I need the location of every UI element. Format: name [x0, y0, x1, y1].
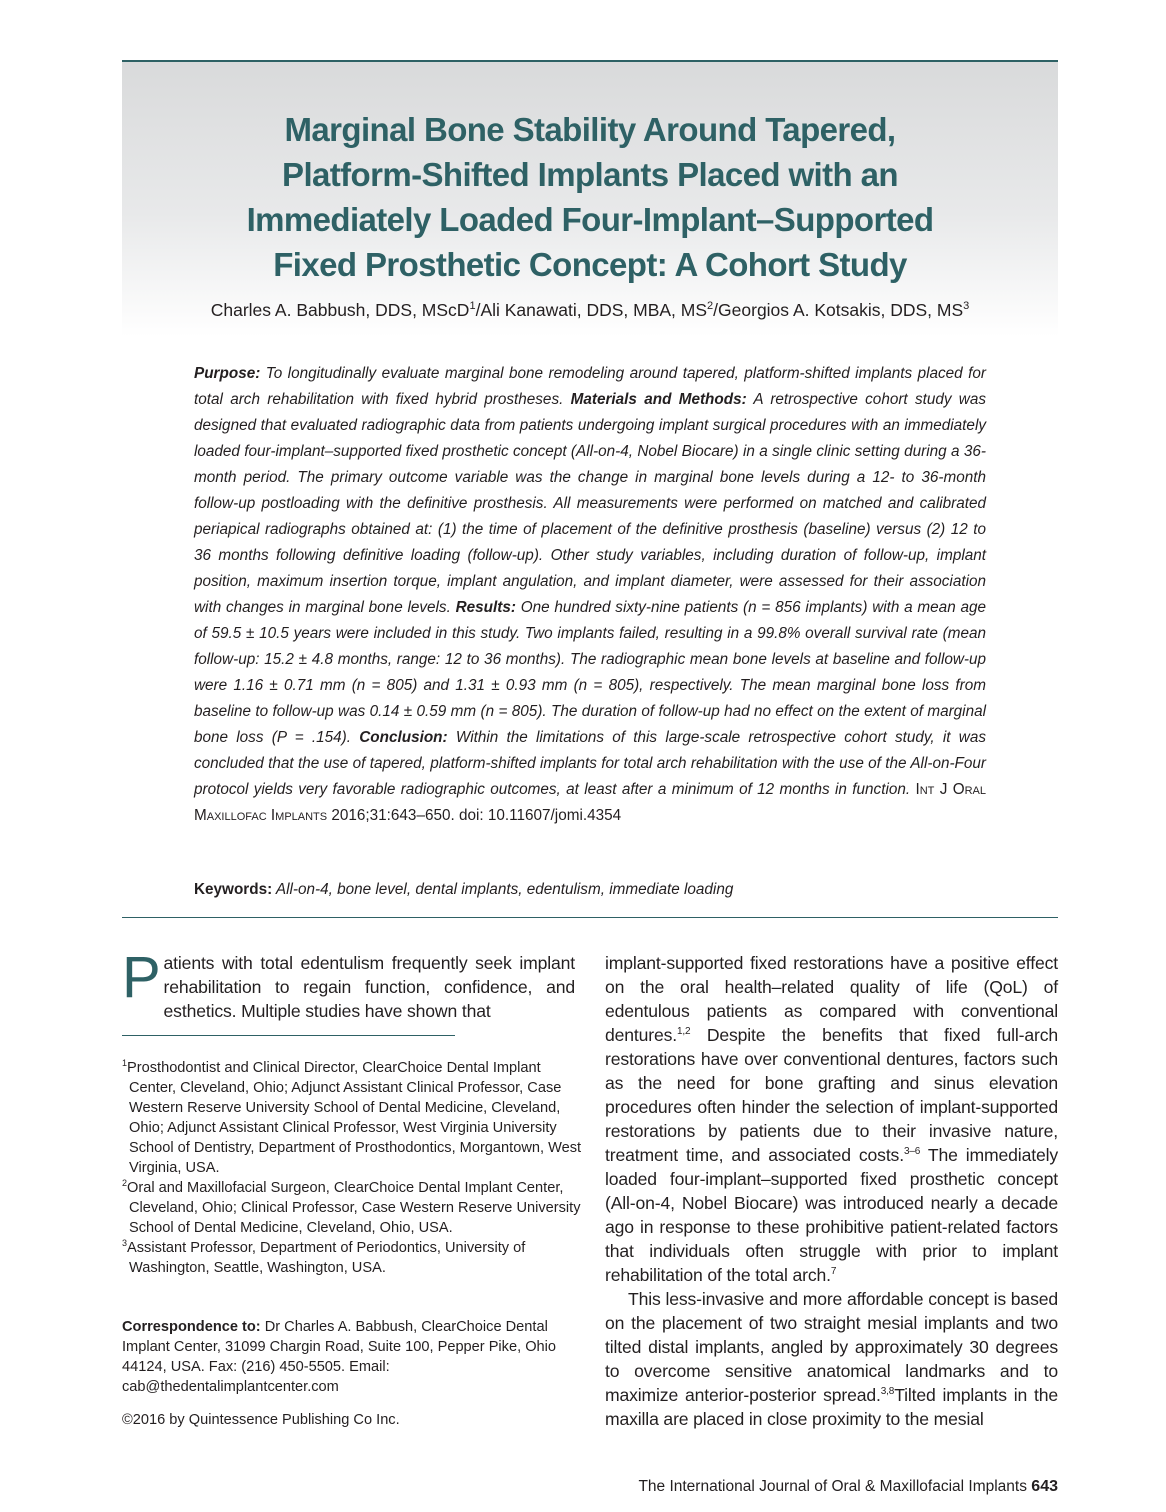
body-column-right [605, 951, 1058, 1431]
reference-marker: 7 [830, 1266, 837, 1277]
affiliation-text: Oral and Maxillofacial Surgeon, ClearChoice Dental Implant Center, Cleveland, Ohio; Clinical Professor, Case Western Reserve University School of Dental Medicine, Cleveland, Ohio, USA. [127, 1180, 581, 1236]
abstract-methods-text: A retrospective cohort study was designed that evaluated radiographic data from patients undergoing implant surgical procedures with an immediately loaded four-implant–supported fixed prosthetic concept (All-on-4, Nobel Biocare) in a single clinic setting during a 36-month period. The primary outcome variable was the change in marginal bone levels during a 12- to 36-month follow-up postloading with the definitive prosthesis. All measurements were performed on matched and calibrated periapical radiographs obtained at: (1) the time of placement of the definitive prosthesis (baseline) versus (2) 12 to 36 months following definitive loading (follow-up). Other study variables, including duration of follow-up, implant position, maximum insertion torque, implant angulation, and implant diameter, were assessed for their association with changes in marginal bone levels. [194, 391, 986, 616]
abstract-purpose-text: To longitudinally evaluate marginal bone remodeling around tapered, platform-shifted implants placed for total arch rehabilitation with fixed hybrid prostheses. [194, 365, 986, 408]
title-line: Platform-Shifted Implants Placed with an [282, 156, 898, 193]
abstract-results-text: One hundred sixty-nine patients (n = 856 implants) with a mean age of 59.5 ± 10.5 years were included in this study. Two implants failed, resulting in a 99.8% overall survival rate (mean follow-up: 15.2 ± 4.8 months, range: 12 to 36 months). The radiographic mean bone levels at baseline and follow-up were 1.16 ± 0.71 mm (n = 805) and 1.31 ± 0.93 mm (n = 805), respectively. The mean marginal bone loss from baseline to follow-up was 0.14 ± 0.59 mm (n = 805). The duration of follow-up had no effect on the extent of marginal bone loss (P = .154). [194, 599, 986, 746]
affiliation-marker: 1 [469, 300, 476, 312]
abstract-methods-label: Materials and Methods: [570, 391, 747, 408]
keywords [194, 878, 986, 902]
copyright: ©2016 by Quintessence Publishing Co Inc. [122, 1412, 400, 1428]
keywords-label: Keywords: [194, 881, 273, 898]
citation-details: 2016;31:643–650. doi: 10.11607/jomi.4354 [327, 807, 622, 824]
title-line: Marginal Bone Stability Around Tapered, [284, 111, 896, 148]
title-line: Immediately Loaded Four-Implant–Supported [246, 201, 934, 238]
author-name: Charles A. Babbush, DDS, MScD [210, 300, 470, 320]
body-text: Tilted implants in the maxilla are placed in close proximity to the mesial [605, 1385, 1058, 1429]
body-paragraph [605, 1287, 1058, 1431]
abstract-results-label: Results: [455, 599, 516, 616]
affiliation-marker: 2 [707, 300, 714, 312]
affiliation-text: Assistant Professor, Department of Periodontics, University of Washington, Seattle, Washington, USA. [127, 1240, 526, 1276]
affiliation-marker: 3 [963, 300, 970, 312]
keywords-text: All-on-4, bone level, dental implants, edentulism, immediate loading [272, 881, 734, 898]
affiliation-number: 3 [122, 1238, 128, 1248]
abstract [194, 361, 986, 829]
title-line: Fixed Prosthetic Concept: A Cohort Study [273, 246, 907, 283]
correspondence-text: Dr Charles A. Babbush, ClearChoice Dental Implant Center, 31099 Chargin Road, Suite 100, Pepper Pike, Ohio 44124, USA. Fax: (216) 450-5505. Email: cab@thedentalimplantcenter.com [122, 1319, 557, 1395]
reference-marker: 3,8 [880, 1386, 895, 1397]
body-text: Despite the benefits that fixed full-arch restorations have over conventional dentures, factors such as the need for bone grafting and sinus elevation procedures often hinder the selection of implant-supported restorations by patients due to their invasive nature, treatment time, and associated costs. [605, 1025, 1058, 1165]
author-line [122, 298, 1058, 322]
body-text-intro: atients with total edentulism frequently seek implant rehabilitation to regain function, confidence, and esthetics. Multiple studies have shown that [163, 953, 575, 1021]
article-title [122, 107, 1058, 287]
affiliation-text: Prosthodontist and Clinical Director, ClearChoice Dental Implant Center, Cleveland, Ohio; Adjunct Assistant Clinical Professor, Case Western Reserve University School of Dental Medicine, Cleveland, Ohio; Adjunct Assistant Clinical Professor, West Virginia University School of Dentistry, Department of Prosthodontics, Morgantown, West Virginia, USA. [127, 1060, 582, 1176]
body-column-left [122, 945, 575, 1023]
reference-marker: 3–6 [903, 1146, 921, 1157]
citation-journal: Int J Oral Maxillofac Implants [194, 781, 986, 824]
reference-marker: 1,2 [677, 1026, 691, 1037]
abstract-divider [122, 917, 1058, 918]
body-paragraph [605, 951, 1058, 1287]
author-name: /Ali Kanawati, DDS, MBA, MS [475, 300, 708, 320]
abstract-purpose-label: Purpose: [194, 365, 261, 382]
body-text: This less-invasive and more affordable concept is based on the placement of two straight mesial implants and two tilted distal implants, angled by approximately 30 degrees to overcome sensitive anatomical landmarks and to maximize anterior-posterior spread. [605, 1289, 1058, 1405]
affiliation-note [122, 1058, 582, 1178]
affiliation-note [122, 1178, 582, 1238]
correspondence [122, 1317, 582, 1397]
abstract-conclusion-text: Within the limitations of this large-scale retrospective cohort study, it was concluded that the use of tapered, platform-shifted implants for total arch rehabilitation with the use of the All-on-Four protocol yields very favorable radiographic outcomes, at least after a minimum of 12 months in function. [194, 729, 986, 798]
affiliation-number: 2 [122, 1178, 128, 1188]
correspondence-label: Correspondence to: [122, 1319, 261, 1335]
abstract-conclusion-label: Conclusion: [359, 729, 448, 746]
affiliations [122, 1058, 582, 1278]
affiliation-note [122, 1238, 582, 1278]
affiliation-number: 1 [122, 1058, 128, 1068]
body-text: The immediately loaded four-implant–supported fixed prosthetic concept (All-on-4, Nobel Biocare) was introduced nearly a decade ago in response to these prohibitive patient-related factors that individuals often struggle with prior to implant rehabilitation of the total arch. [605, 1145, 1058, 1285]
author-name: /Georgios A. Kotsakis, DDS, MS [713, 300, 964, 320]
body-text: implant-supported fixed restorations have a positive effect on the oral health–related quality of life (QoL) of edentulous patients as compared with conventional dentures. [605, 953, 1058, 1045]
page-footer [560, 1477, 1058, 1497]
footer-journal: The International Journal of Oral & Maxillofacial Implants [638, 1478, 1027, 1495]
page-number: 643 [1031, 1478, 1058, 1495]
drop-cap: P [122, 945, 161, 1010]
footnote-divider [122, 1035, 455, 1036]
